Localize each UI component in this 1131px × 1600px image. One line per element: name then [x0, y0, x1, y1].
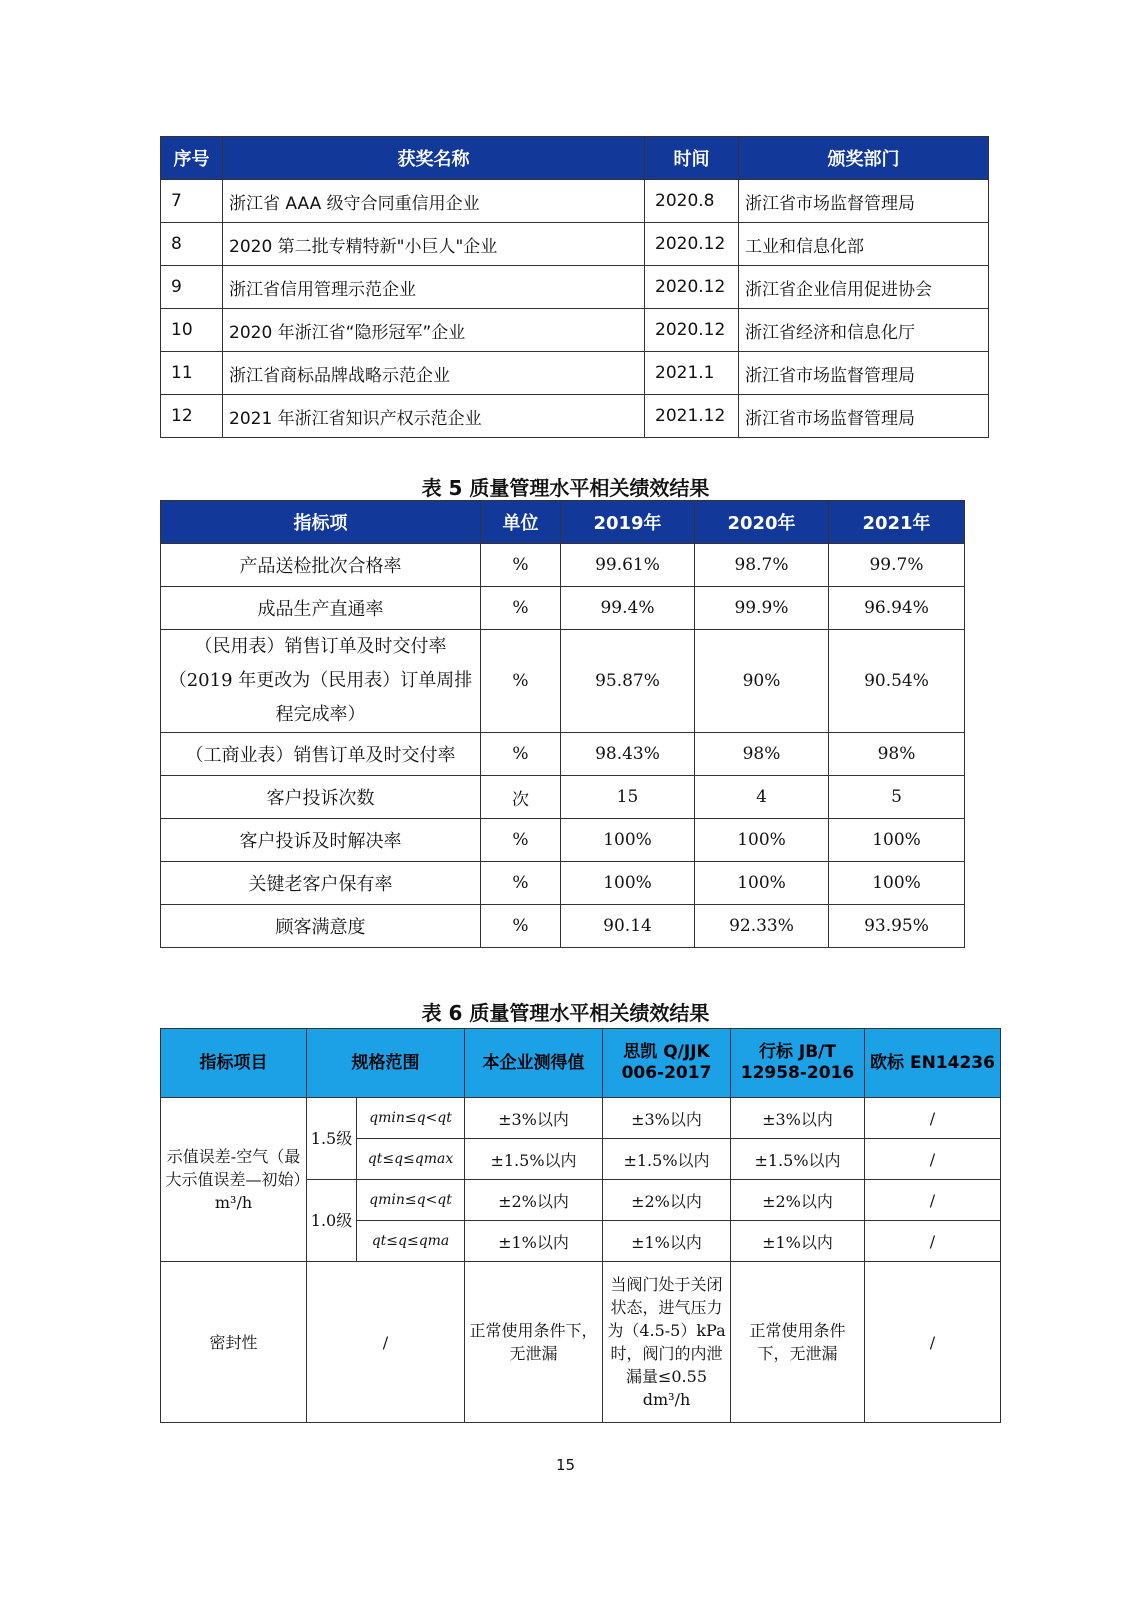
- award-time: 2020.12: [645, 309, 739, 352]
- table6: [160, 1028, 1001, 1423]
- metric-name: 产品送检批次合格率: [161, 544, 481, 587]
- sikai-value: ±3%以内: [603, 1098, 731, 1139]
- header-item: 指标项目: [161, 1029, 307, 1098]
- flow-condition: qt≤q≤qmax: [357, 1139, 465, 1180]
- value-2021: 5: [829, 776, 965, 819]
- awards-header-row: [161, 137, 989, 180]
- value-2019: 98.43%: [561, 733, 695, 776]
- seal-measured: 正常使用条件下，无泄漏: [465, 1262, 603, 1423]
- header-spec: 规格范围: [307, 1029, 465, 1098]
- header-industry: 行标 JB/T 12958-2016: [731, 1029, 865, 1098]
- metric-unit: %: [481, 905, 561, 948]
- seal-row-name: 密封性: [161, 1262, 307, 1423]
- header-eu: 欧标 EN14236: [865, 1029, 1001, 1098]
- metric-name: 客户投诉及时解决率: [161, 819, 481, 862]
- awards-header-cell: 时间: [645, 137, 739, 180]
- industry-value: ±1.5%以内: [731, 1139, 865, 1180]
- table-row: [161, 395, 989, 438]
- table-row: [161, 180, 989, 223]
- metric-name: 顾客满意度: [161, 905, 481, 948]
- value-2021: 93.95%: [829, 905, 965, 948]
- measured-value: ±1.5%以内: [465, 1139, 603, 1180]
- value-2019: 100%: [561, 862, 695, 905]
- award-name: 2020 第二批专精特新"小巨人"企业: [223, 223, 645, 266]
- industry-value: ±3%以内: [731, 1098, 865, 1139]
- metric-unit: %: [481, 819, 561, 862]
- table-row: [161, 1262, 1001, 1423]
- table-row: [161, 223, 989, 266]
- table-row: [161, 776, 965, 819]
- value-2020: 98%: [695, 733, 829, 776]
- value-2019: 99.4%: [561, 587, 695, 630]
- award-department: 工业和信息化部: [739, 223, 989, 266]
- eu-value: /: [865, 1139, 1001, 1180]
- award-time: 2021.1: [645, 352, 739, 395]
- awards-table: [160, 136, 989, 438]
- table-row: [161, 862, 965, 905]
- value-2021: 90.54%: [829, 630, 965, 733]
- table-row: [161, 1098, 1001, 1139]
- level-1-0: 1.0级: [307, 1180, 357, 1262]
- award-number: 11: [161, 352, 223, 395]
- award-time: 2020.8: [645, 180, 739, 223]
- sikai-value: ±1%以内: [603, 1221, 731, 1262]
- value-2019: 99.61%: [561, 544, 695, 587]
- awards-header-cell: 获奖名称: [223, 137, 645, 180]
- award-number: 7: [161, 180, 223, 223]
- value-2020: 4: [695, 776, 829, 819]
- level-1-5: 1.5级: [307, 1098, 357, 1180]
- award-name: 浙江省商标品牌战略示范企业: [223, 352, 645, 395]
- award-number: 9: [161, 266, 223, 309]
- award-department: 浙江省经济和信息化厅: [739, 309, 989, 352]
- metric-name: （民用表）销售订单及时交付率（2019 年更改为（民用表）订单周排程完成率）: [161, 630, 481, 733]
- metric-name: 成品生产直通率: [161, 587, 481, 630]
- value-2019: 15: [561, 776, 695, 819]
- value-2021: 98%: [829, 733, 965, 776]
- flow-condition: qt≤q≤qma: [357, 1221, 465, 1262]
- table6-caption: 表 6 质量管理水平相关绩效结果: [421, 1001, 710, 1025]
- award-department: 浙江省市场监督管理局: [739, 395, 989, 438]
- award-name: 浙江省信用管理示范企业: [223, 266, 645, 309]
- award-number: 12: [161, 395, 223, 438]
- table5-header-cell: 指标项: [161, 501, 481, 544]
- metric-unit: %: [481, 630, 561, 733]
- value-2019: 100%: [561, 819, 695, 862]
- value-2019: 95.87%: [561, 630, 695, 733]
- sikai-value: ±2%以内: [603, 1180, 731, 1221]
- metric-unit: 次: [481, 776, 561, 819]
- table5-header-cell: 单位: [481, 501, 561, 544]
- award-department: 浙江省市场监督管理局: [739, 352, 989, 395]
- flow-condition: qmin≤q<qt: [357, 1098, 465, 1139]
- award-department: 浙江省市场监督管理局: [739, 180, 989, 223]
- award-name: 2021 年浙江省知识产权示范企业: [223, 395, 645, 438]
- table5-header-cell: 2020年: [695, 501, 829, 544]
- awards-header-cell: 颁奖部门: [739, 137, 989, 180]
- table5-header-cell: 2019年: [561, 501, 695, 544]
- table5-header-cell: 2021年: [829, 501, 965, 544]
- table6-header-row: [161, 1029, 1001, 1098]
- award-time: 2021.12: [645, 395, 739, 438]
- table-row: [161, 905, 965, 948]
- measured-value: ±3%以内: [465, 1098, 603, 1139]
- metric-unit: %: [481, 587, 561, 630]
- award-name: 浙江省 AAA 级守合同重信用企业: [223, 180, 645, 223]
- header-sikai: 思凯 Q/JJK 006-2017: [603, 1029, 731, 1098]
- metric-name: （工商业表）销售订单及时交付率: [161, 733, 481, 776]
- value-2019: 90.14: [561, 905, 695, 948]
- table-row: [161, 544, 965, 587]
- flow-condition: qmin≤q<qt: [357, 1180, 465, 1221]
- value-2021: 99.7%: [829, 544, 965, 587]
- table5: [160, 500, 965, 948]
- table5-caption: 表 5 质量管理水平相关绩效结果: [421, 476, 710, 500]
- measured-value: ±2%以内: [465, 1180, 603, 1221]
- award-department: 浙江省企业信用促进协会: [739, 266, 989, 309]
- award-number: 8: [161, 223, 223, 266]
- page-number: 15: [555, 1456, 576, 1474]
- industry-value: ±2%以内: [731, 1180, 865, 1221]
- award-number: 10: [161, 309, 223, 352]
- table5-header-row: [161, 501, 965, 544]
- table-row: [161, 733, 965, 776]
- table-row: [161, 819, 965, 862]
- sikai-value: ±1.5%以内: [603, 1139, 731, 1180]
- value-2020: 100%: [695, 862, 829, 905]
- value-2020: 92.33%: [695, 905, 829, 948]
- value-2021: 100%: [829, 819, 965, 862]
- seal-spec: /: [307, 1262, 465, 1423]
- seal-eu: /: [865, 1262, 1001, 1423]
- industry-value: ±1%以内: [731, 1221, 865, 1262]
- metric-unit: %: [481, 544, 561, 587]
- seal-sikai: 当阀门处于关闭状态，进气压力为（4.5-5）kPa 时，阀门的内泄漏量≤0.55 dm³/h: [603, 1262, 731, 1423]
- table-row: [161, 309, 989, 352]
- table-row: [161, 266, 989, 309]
- table-row: [161, 352, 989, 395]
- metric-unit: %: [481, 733, 561, 776]
- eu-value: /: [865, 1221, 1001, 1262]
- value-2020: 90%: [695, 630, 829, 733]
- metric-name: 客户投诉次数: [161, 776, 481, 819]
- award-time: 2020.12: [645, 223, 739, 266]
- metric-unit: %: [481, 862, 561, 905]
- value-2020: 98.7%: [695, 544, 829, 587]
- header-measured: 本企业测得值: [465, 1029, 603, 1098]
- eu-value: /: [865, 1180, 1001, 1221]
- table-row: [161, 630, 965, 733]
- metric-name: 关键老客户保有率: [161, 862, 481, 905]
- table-row: [161, 587, 965, 630]
- value-2021: 96.94%: [829, 587, 965, 630]
- awards-header-cell: 序号: [161, 137, 223, 180]
- eu-value: /: [865, 1098, 1001, 1139]
- seal-industry: 正常使用条件下，无泄漏: [731, 1262, 865, 1423]
- value-2020: 100%: [695, 819, 829, 862]
- value-2021: 100%: [829, 862, 965, 905]
- award-time: 2020.12: [645, 266, 739, 309]
- measured-value: ±1%以内: [465, 1221, 603, 1262]
- error-row-name: 示值误差-空气（最大示值误差—初始）m³/h: [161, 1098, 307, 1262]
- value-2020: 99.9%: [695, 587, 829, 630]
- award-name: 2020 年浙江省“隐形冠军”企业: [223, 309, 645, 352]
